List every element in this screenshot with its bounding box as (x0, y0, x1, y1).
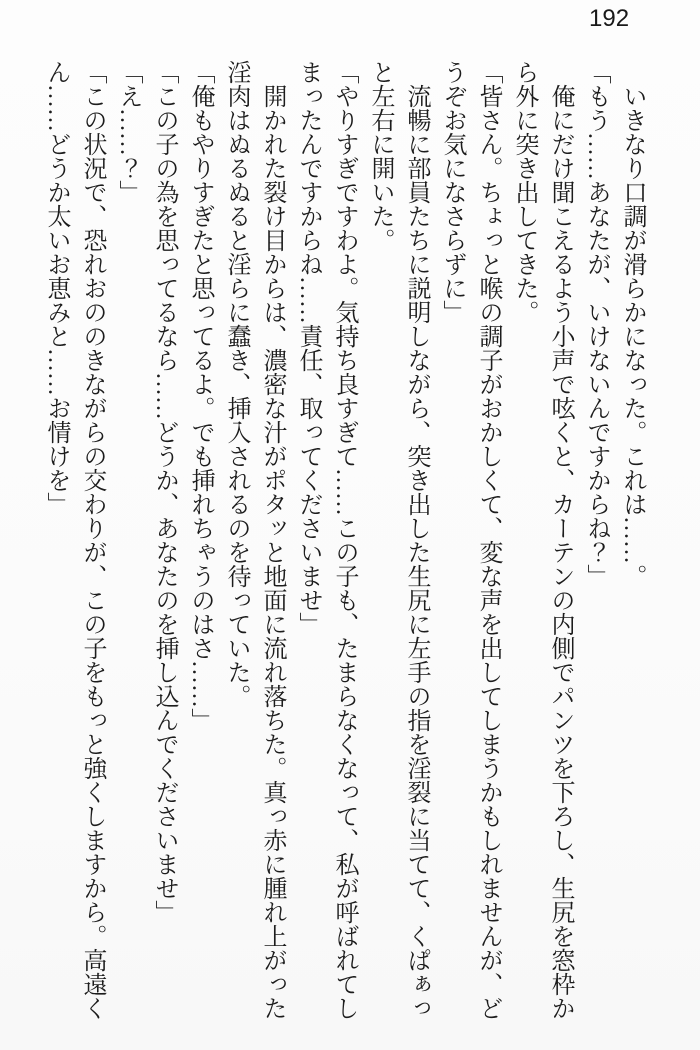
paragraph-5: 流暢に部員たちに説明しながら、突き出した生尻に左手の指を淫裂に当てて、くぱぁっと左右に開いた。 (367, 60, 429, 1020)
paragraph-8: 「俺もやりすぎたと思ってるよ。でも挿れちゃうのはさ……」 (187, 60, 213, 732)
paragraph-10: 「え……？」 (115, 60, 141, 204)
paragraph-2: 「もう……あなたが、いけないんですからね？」 (583, 60, 609, 588)
paragraph-9: 「この子の為を思ってるなら……どうか、あなたのを挿し込んでくださいませ」 (151, 60, 177, 924)
paragraph-11: 「この状況で、恐れおののきながらの交わりが、この子をもっと強くしますから。高遠くん……どうか太いお恵みと……お情けを」 (43, 60, 105, 1020)
paragraph-6: 「やりすぎですわよ。気持ち良すぎて……この子も、たまらなくなって、私が呼ばれてしまったんですからね……責任、取ってくださいませ」 (295, 60, 357, 1020)
paragraph-1: いきなり口調が滑らかになった。これは……。 (619, 60, 645, 588)
paragraph-4: 「皆さん。ちょっと喉の調子がおかしくて、変な声を出してしまうかもしれませんが、どうぞお気になさらずに」 (439, 60, 501, 1020)
page-number: 192 (589, 5, 630, 32)
body-text (38, 60, 650, 1022)
paragraph-3: 俺にだけ聞こえるよう小声で呟くと、カーテンの内側でパンツを下ろし、生尻を窓枠から外に突き出してきた。 (511, 60, 573, 1020)
paragraph-7: 開かれた裂け目からは、濃密な汁がポタッと地面に流れ落ちた。真っ赤に腫れ上がった淫肉はぬるぬると淫らに蠢き、挿入されるのを待っていた。 (223, 60, 285, 1020)
